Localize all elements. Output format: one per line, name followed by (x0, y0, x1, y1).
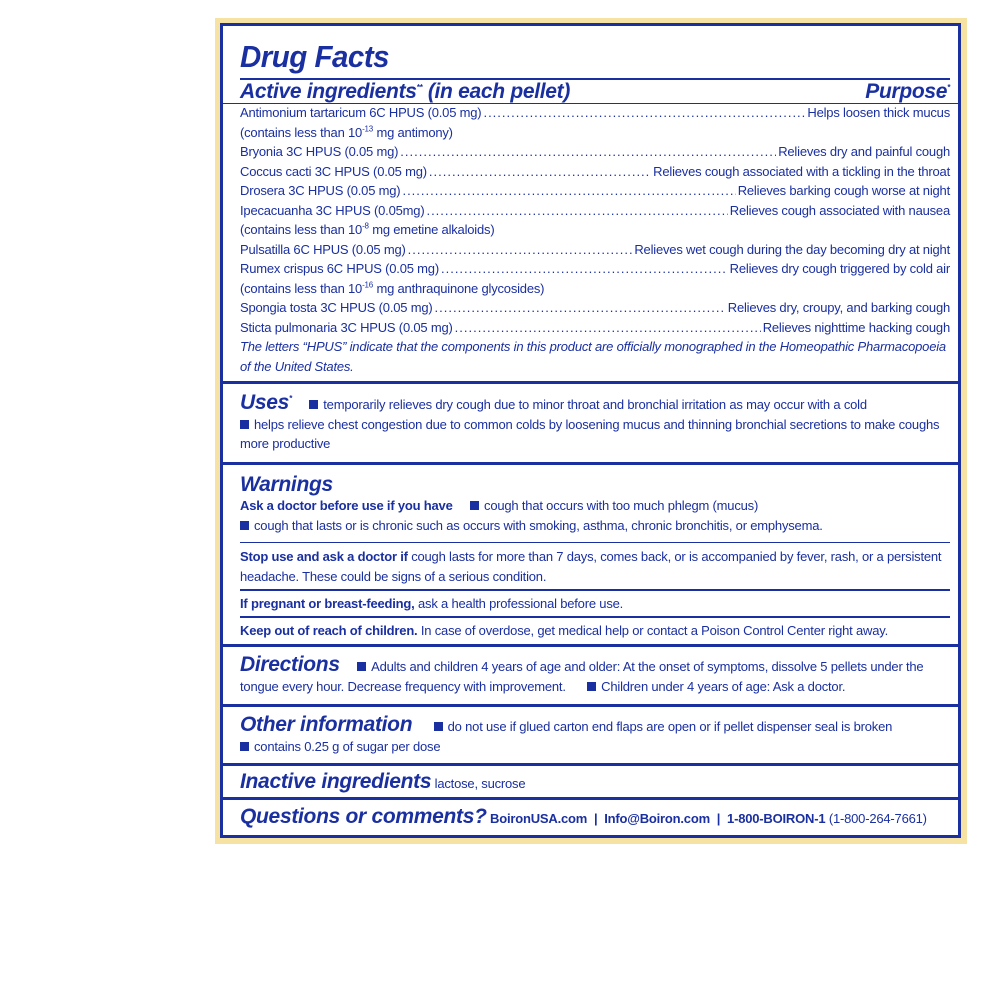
ingredient-purpose: Relieves dry cough triggered by cold air (729, 261, 950, 276)
ask-doctor-item: cough that occurs with too much phlegm (mucus) (484, 498, 759, 513)
pregnancy-label: If pregnant or breast-feeding, (240, 596, 415, 611)
dot-leader (435, 298, 726, 318)
ingredient-name: Antimonium tartaricum 6C HPUS (0.05 mg) (240, 105, 482, 120)
ingredient-name: Bryonia 3C HPUS (0.05 mg) (240, 144, 399, 159)
ingredient-purpose: Relieves cough associated with a tickling in the throat (653, 163, 950, 179)
children-label: Keep out of reach of children. (240, 623, 418, 638)
bullet-icon (309, 400, 318, 409)
ingredient-purpose: Relieves dry and painful cough (778, 144, 950, 159)
email-link[interactable]: Info@Boiron.com (604, 811, 710, 826)
ingredient-name: Sticta pulmonaria 3C HPUS (0.05 mg) (240, 319, 453, 335)
dot-leader (426, 201, 727, 221)
other-information-item: do not use if glued carton end flaps are open or if pellet dispenser seal is broken (447, 719, 893, 734)
pregnancy-text: ask a health professional before use. (414, 596, 624, 611)
ingredient-row (240, 259, 950, 279)
phone-number: 1-800-BOIRON-1 (727, 811, 826, 826)
bullet-icon (240, 420, 249, 429)
uses-item: temporarily relieves dry cough due to minor throat and bronchial irritation as may occur with a cold (323, 397, 867, 412)
inactive-ingredients-heading: Inactive ingredients (240, 770, 432, 793)
bullet-icon (240, 521, 249, 530)
directions-item: Children under 4 years of age: Ask a doctor. (601, 678, 846, 694)
ingredient-row (240, 298, 950, 318)
ingredient-name: Rumex crispus 6C HPUS (0.05 mg) (240, 261, 439, 276)
ask-doctor-item: cough that lasts or is chronic such as occurs with smoking, asthma, chronic bronchitis, or emphysema. (254, 517, 823, 533)
purpose-heading: Purpose* (865, 80, 950, 103)
questions-heading: Questions or comments? (240, 805, 487, 828)
ingredient-purpose: Relieves wet cough during the day becoming dry at night (634, 241, 950, 257)
ingredient-name: Pulsatilla 6C HPUS (0.05 mg) (240, 241, 406, 257)
ingredient-name: Spongia tosta 3C HPUS (0.05 mg) (240, 300, 433, 315)
other-information-heading: Other information (240, 713, 413, 736)
hpus-note: The letters “HPUS” indicate that the components in this product are officially monographed in the Homeopathic Pharmacopoeia of the United States. (240, 339, 946, 374)
uses-heading: Uses* (240, 391, 292, 414)
bullet-icon (357, 662, 366, 671)
other-information-item: contains 0.25 g of sugar per dose (254, 738, 441, 754)
ingredient-purpose: Relieves nighttime hacking cough (762, 319, 950, 335)
questions-section (223, 806, 958, 829)
ingredient-row (240, 201, 950, 221)
bullet-icon (434, 722, 443, 731)
ingredient-name: Coccus cacti 3C HPUS (0.05 mg) (240, 163, 427, 179)
ingredient-note: (contains less than $10^{-16}$ mg anthraquinone glycosides) (240, 280, 545, 296)
website-link[interactable]: BoironUSA.com (490, 811, 588, 826)
ingredient-purpose: Relieves barking cough worse at night (737, 183, 950, 198)
ingredient-list (240, 103, 950, 337)
dot-leader (400, 142, 776, 162)
children-text: In case of overdose, get medical help or contact a Poison Control Center right away. (417, 623, 888, 638)
ingredient-name: Ipecacuanha 3C HPUS (0.05mg) (240, 202, 425, 218)
pregnancy-warning (223, 594, 958, 614)
ingredient-row (240, 162, 950, 182)
ingredient-purpose: Helps loosen thick mucus (807, 105, 950, 120)
ingredient-note: (contains less than $10^{-13}$ mg antimony) (240, 124, 453, 140)
ingredient-row (240, 181, 950, 201)
ingredient-note: (contains less than $10^{-8}$ mg emetine alkaloids) (240, 221, 495, 237)
directions-heading: Directions (240, 653, 340, 676)
dot-leader (483, 103, 805, 123)
warnings-heading: Warnings (240, 473, 333, 496)
dot-leader (455, 318, 761, 338)
stop-use-warning (223, 547, 958, 586)
active-ingredients-heading: Active ingredients** (in each pellet) (240, 80, 571, 103)
bullet-icon (587, 682, 596, 691)
phone-digits: (1-800-264-7661) (828, 811, 927, 826)
separator: | (716, 811, 721, 826)
ingredient-purpose: Relieves dry, croupy, and barking cough (727, 300, 950, 315)
active-ingredients-section (223, 81, 958, 376)
uses-item: helps relieve chest congestion due to common colds by loosening mucus and thinning bronchial secretions to make coughs more productive (240, 416, 940, 451)
ingredient-row (240, 142, 950, 162)
uses-section (223, 392, 958, 454)
stop-use-label: Stop use and ask a doctor if (240, 549, 408, 564)
ask-doctor-label: Ask a doctor before use if you have (240, 498, 453, 513)
dot-leader (441, 259, 728, 279)
other-information-section (223, 714, 958, 756)
bullet-icon (470, 501, 479, 510)
page-title: Drug Facts (240, 39, 390, 74)
ingredient-row (240, 318, 950, 338)
children-warning (223, 621, 958, 641)
ingredient-row (240, 240, 950, 260)
dot-leader (402, 181, 735, 201)
ingredient-purpose: Relieves cough associated with nausea (729, 202, 950, 218)
stop-use-text: cough lasts for more than 7 days, comes back, or is accompanied by fever, rash, or a persistent headache. These could be signs of a serious condition. (240, 549, 942, 584)
ingredient-name: Drosera 3C HPUS (0.05 mg) (240, 183, 401, 198)
directions-section (223, 654, 958, 696)
separator: | (593, 811, 598, 826)
ingredient-row (240, 103, 950, 123)
dot-leader (429, 162, 651, 182)
drug-facts-label (215, 18, 967, 844)
warnings-section (223, 474, 958, 535)
inactive-ingredients-text: lactose, sucrose (434, 776, 526, 791)
dot-leader (408, 240, 633, 260)
drug-facts-panel (220, 23, 961, 838)
directions-item: Adults and children 4 years of age and older: At the onset of symptoms, dissolve 5 pellets under the tongue every hour. Decrease frequency with improvement. (240, 659, 924, 694)
bullet-icon (240, 742, 249, 751)
inactive-ingredients-section (223, 771, 958, 794)
